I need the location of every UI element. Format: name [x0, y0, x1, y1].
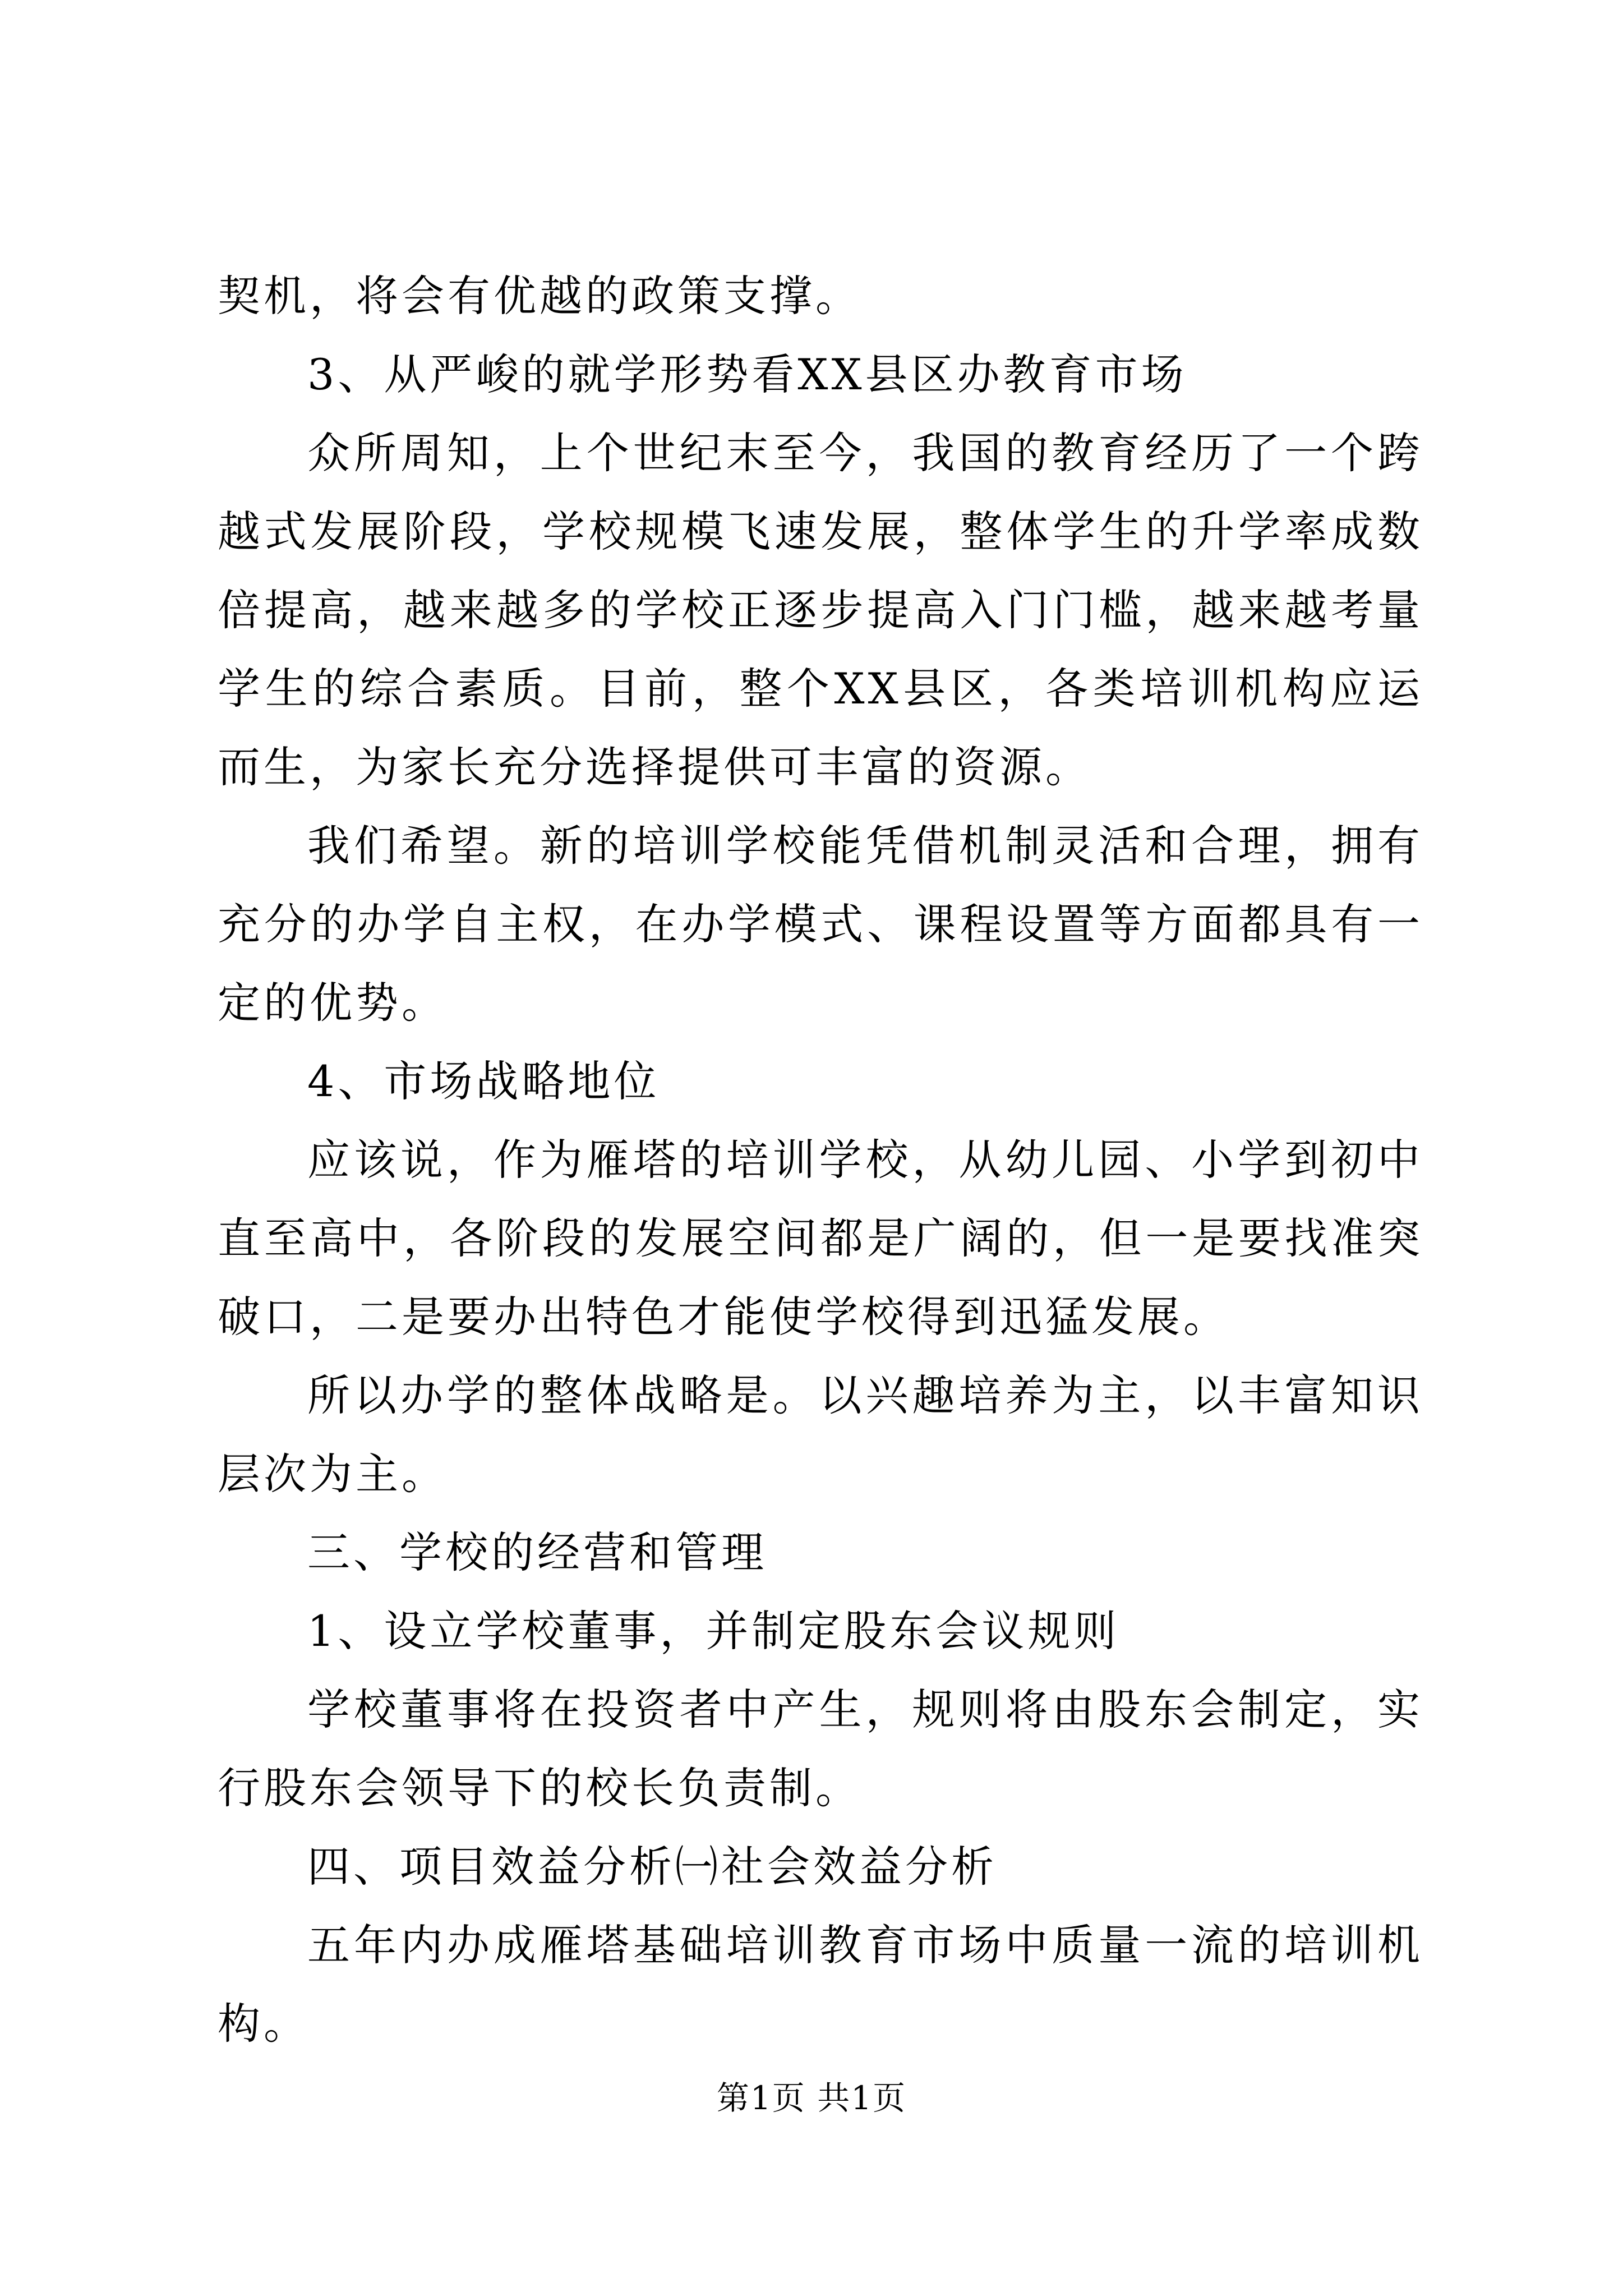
- paragraph-overall-strategy: 所以办学的整体战略是。以兴趣培养为主，以丰富知识层次为主。: [218, 1370, 1423, 1499]
- paragraph-continuation: 契机，将会有优越的政策支撑。: [218, 271, 861, 321]
- section-heading-4: 4、市场战略地位: [307, 1056, 660, 1106]
- paragraph-five-year-goal: 五年内办成雁塔基础培训教育市场中质量一流的培训机构。: [218, 1920, 1423, 2049]
- section-heading-four: 四、项目效益分析㈠社会效益分析: [307, 1842, 997, 1892]
- section-heading-3: 3、从严峻的就学形势看XX县区办教育市场: [307, 349, 1187, 399]
- paragraph-education-development: 众所周知，上个世纪末至今，我国的教育经历了一个跨越式发展阶段，学校规模飞速发展，整体学生的升学率成数倍提高，越来越多的学校正逐步提高入门门槛，越来越考量学生的综合素质。目前，整个XX县区，各类培训机构应运而生，为家长充分选择提供可丰富的资源。: [218, 428, 1423, 792]
- document-body: [218, 257, 1423, 2063]
- paragraph-market-position: 应该说，作为雁塔的培训学校，从幼儿园、小学到初中直至高中，各阶段的发展空间都是广阔的，但一是要找准突破口，二是要办出特色才能使学校得到迅猛发展。: [218, 1135, 1423, 1342]
- paragraph-hope: 我们希望。新的培训学校能凭借机制灵活和合理，拥有充分的办学自主权，在办学模式、课程设置等方面都具有一定的优势。: [218, 821, 1423, 1028]
- section-heading-three: 三、学校的经营和管理: [307, 1527, 767, 1577]
- page-number-footer: 第1页 共1页: [716, 2079, 907, 2117]
- paragraph-board: 学校董事将在投资者中产生，规则将由股东会制定，实行股东会领导下的校长负责制。: [218, 1685, 1423, 1813]
- section-heading-1: 1、设立学校董事，并制定股东会议规则: [307, 1606, 1120, 1656]
